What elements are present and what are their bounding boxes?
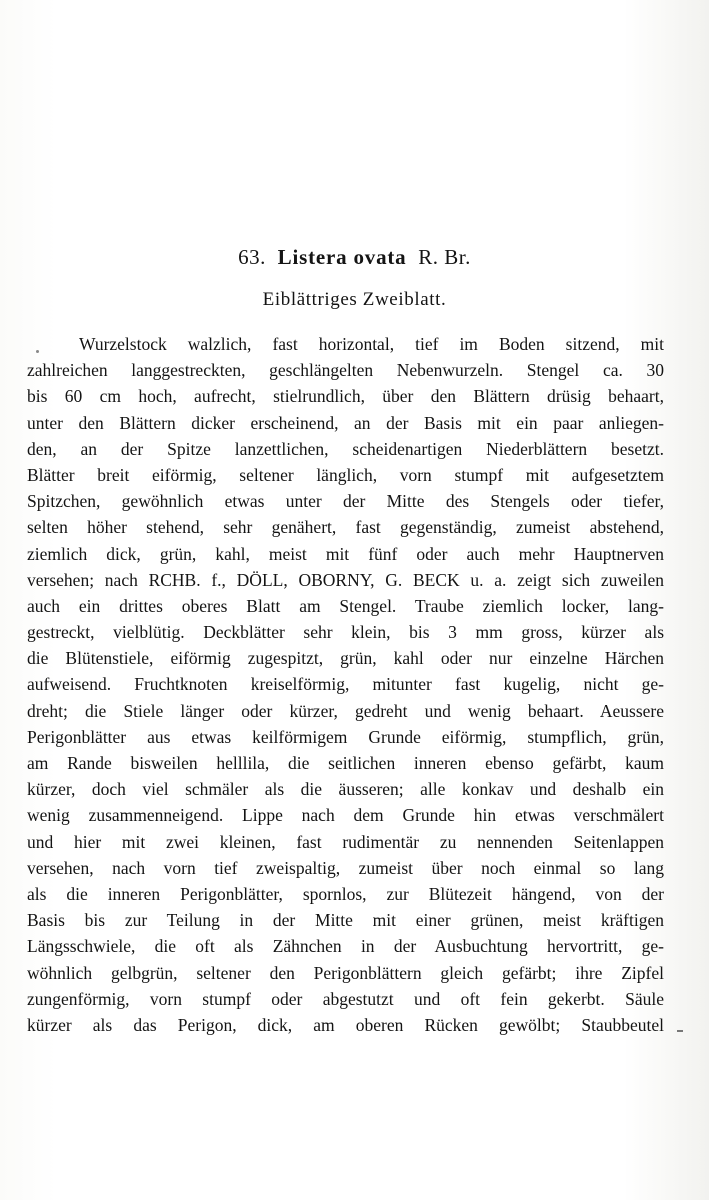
text-line: versehen; nach RCHB. f., DÖLL, OBORNY, G. BECK u. a. zeigt sich zuweilen: [27, 569, 664, 590]
text-line: selten höher stehend, sehr genähert, fast gegenständig, zumeist abstehend,: [27, 517, 664, 538]
text-line: aufweisend. Fruchtknoten kreiselförmig, mitunter fast kugelig, nicht ge-: [27, 674, 664, 695]
species-heading: [0, 243, 709, 271]
species-author: R. Br.: [418, 245, 471, 269]
text-line: versehen, nach vorn tief zweispaltig, zumeist über noch einmal so lang: [27, 857, 664, 878]
text-line: Blätter breit eiförmig, seltener länglich, vorn stumpf mit aufgesetztem: [27, 464, 664, 485]
text-line: wenig zusammenneigend. Lippe nach dem Grunde hin etwas verschmälert: [27, 805, 664, 826]
text-line: wöhnlich gelbgrün, seltener den Perigonblättern gleich gefärbt; ihre Zipfel: [27, 962, 664, 983]
text-line: auch ein drittes oberes Blatt am Stengel. Traube ziemlich locker, lang-: [27, 595, 664, 616]
text-line: unter den Blättern dicker erscheinend, an der Basis mit ein paar anliegen-: [27, 412, 664, 433]
text-line: dreht; die Stiele länger oder kürzer, gedreht und wenig behaart. Aeussere: [27, 700, 664, 721]
text-line: kürzer als das Perigon, dick, am oberen Rücken gewölbt; Staubbeutel: [27, 1014, 664, 1035]
description-paragraph: [27, 331, 664, 1038]
text-line: Längsschwiele, die oft als Zähnchen in der Ausbuchtung hervortritt, ge-: [27, 936, 664, 957]
text-line: ziemlich dick, grün, kahl, meist mit fünf oder auch mehr Hauptnerven: [27, 543, 664, 564]
text-line: zahlreichen langgestreckten, geschlängelten Nebenwurzeln. Stengel ca. 30: [27, 360, 664, 381]
text-line: Spitzchen, gewöhnlich etwas unter der Mitte des Stengels oder tiefer,: [27, 491, 664, 512]
text-line: Wurzelstock walzlich, fast horizontal, tief im Boden sitzend, mit: [79, 334, 664, 354]
species-name: Listera ovata: [277, 245, 407, 269]
text-line: bis 60 cm hoch, aufrecht, stielrundlich, über den Blättern drüsig behaart,: [27, 386, 664, 407]
text-line: zungenförmig, vorn stumpf oder abgestutzt und oft fein gekerbt. Säule: [27, 988, 664, 1009]
text-line: als die inneren Perigonblätter, spornlos, zur Blütezeit hängend, von der: [27, 883, 664, 904]
text-line: am Rande bisweilen helllila, die seitlichen inneren ebenso gefärbt, kaum: [27, 753, 664, 773]
common-name: Eiblättriges Zweiblatt.: [262, 289, 447, 310]
text-line: kürzer, doch viel schmäler als die äusseren; alle konkav und deshalb ein: [27, 779, 664, 800]
text-line: Basis bis zur Teilung in der Mitte mit einer grünen, meist kräftigen: [27, 910, 664, 931]
text-line: und hier mit zwei kleinen, fast rudimentär zu nennenden Seitenlappen: [27, 831, 664, 852]
text-line: gestreckt, vielblütig. Deckblätter sehr klein, bis 3 mm gross, kürzer als: [27, 622, 664, 643]
text-line: den, an der Spitze lanzettlichen, scheidenartigen Niederblättern besetzt.: [27, 438, 664, 459]
text-line: die Blütenstiele, eiförmig zugespitzt, grün, kahl oder nur einzelne Härchen: [27, 648, 664, 669]
margin-speck: [677, 1030, 683, 1032]
species-number: 63.: [238, 245, 266, 269]
text-line: Perigonblätter aus etwas keilförmigem Grunde eiförmig, stumpflich, grün,: [27, 726, 664, 747]
